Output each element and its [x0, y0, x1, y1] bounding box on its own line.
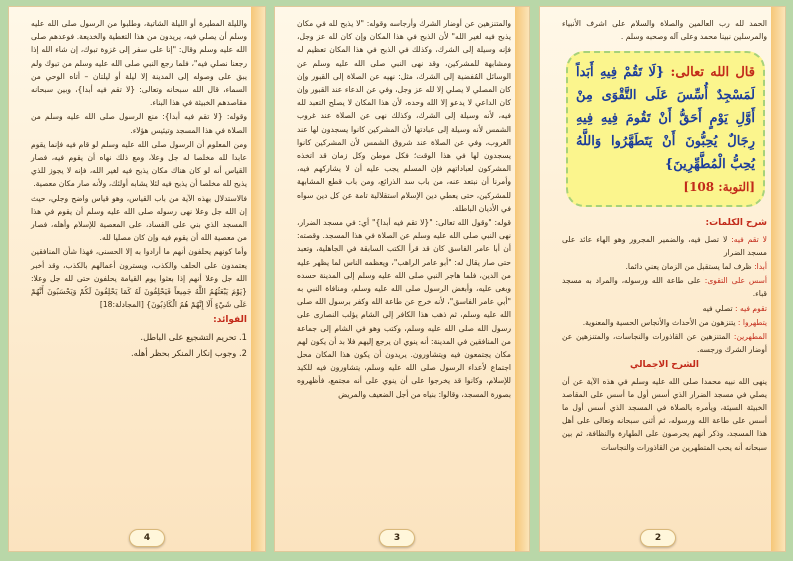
- summary-heading: الشرح الاجمالي: [629, 360, 699, 371]
- summary-text: ينهى الله نبيه محمدا صلى الله عليه وسلم في هذه الآية عن أن يصلي في مسجد الضرار الذي أسس أول ما أسس على المقاصد الخبيثة السيئة، ويأمره بالصلاة في المسجد الذي أسس أول ما أسس على طاعة الله ورسوله، ثم أثنى سبحانه وتعالى على أهل هذا المسجد، وذكر أنهم يحرصون على الطهارة والنظافة، ثم بين سبحانه أنه يحب المتطهرين من القاذورات والنجاسات: [562, 376, 767, 452]
- vocabulary-term: يتطهروا :: [737, 317, 767, 327]
- paragraph: والمتنزهين عن أوضار الشرك وأرجاسه وقوله: "لا يذبح لله في مكان يذبح فيه لغير الله" لأن الذبح في هذا المكان وإن كان لله عز وجل، فإنه وسيلة إلى الشرك، وكذلك في الذبح في هذا المكان تعظيم له ومشابهة للمشركين، وقد نهى النبي صلى الله عليه وسلم عن الوسائل المُفضية إلى الشرك، مثل: نهيه عن الصلاة إلى القبور وإن كان المصلي لا يصلي إلا لله عز وجل، وفي عن الدعاء عند القبور وإن كان الداعي لا يدعو إلا الله وحده، لأن هذا المكان لا يصلح التعبد لله فيه، لأنه وسيلة إلى الشرك، وكذلك نهى عن الصلاة عند غروب الشمس لأنه وسيلة إلى عبادتها لأن المشركين كانوا يسجدون لها عند الغروب، وفي عن الصلاة عند شروق الشمس لأن المشركين كانوا يسجدون لها في هذا الوقت؛ فكل موطن وكل زمان قد اتخذه المشركون لعباداتهم فإن المسلم يجب عليه أن لا يشاركهم فيه، وأمرنا أن نبتعد عنه، من باب سد الذرائع، ومن باب قطع المشابهة للمشركين، حتى يعطي دين الإسلام استقلالية تامة عن كل دين سواه في الأديان الباطلة.: [297, 19, 511, 213]
- vocabulary-definition: لا تصل فيه، والضمير المجرور وهو الهاء عائد على مسجد الضرار: [562, 234, 767, 257]
- verse-reference: [التوبة: 108]: [683, 180, 755, 195]
- vocabulary-definition: تصلي فيه: [702, 303, 736, 313]
- page-4: [8, 6, 266, 552]
- intro-text: الحمد لله رب العالمين والصلاة والسلام على اشرف الأنبياء والمرسلين نبينا محمد وعلى آله وصحبه وسلم .: [562, 19, 767, 42]
- paragraph: والليلة المطيرة أو الليلة الشاتية، وطلبوا من الرسول صلى الله عليه وسلم أن يصلي فيه، يريدون من هذا التغطية والخديعة. فوعدهم صلى الله عليه وسلم وقال: "إنا على سفر إلى غزوة تبوك، إن شاء الله إذا رجعنا نصلي فيه"، فلما رجع النبي صلى الله عليه وسلم من تبوك ولم يبق على وصوله إلى المدينة إلا ليلة أو ليلتان – أتاه الوحي من السماء، قال الله سبحانه وتعالى: {لا تقم فيه أبدا}، وبين سبحانه مقاصدهم الخبيثة في هذا البناء.: [31, 19, 247, 108]
- vocabulary-heading: شرح الكلمات:: [705, 218, 767, 229]
- vocabulary-term: أسس على التقوى:: [704, 276, 767, 286]
- paragraph: وأما كونهم يحلفون أنهم ما أرادوا به إلا الحسنى، فهذا شأن المنافقين يعتمدون على الحلف والكذب، ويسترون أعمالهم بالكذب، وقد أخبر الله جل وعلا أنهم إذا بعثوا يوم القيامة يحلفون حتى لله جل وعلا: {يَوْمَ يَبْعَثُهُمُ اللَّهُ جَمِيعاً فَيَحْلِفُونَ لَهُ كَمَا يَحْلِفُونَ لَكُمْ وَيَحْسَبُونَ أَنَّهُمْ عَلَى شَيْءٍ أَلَا إِنَّهُمْ هُمُ الْكَاذِبُونَ} [المجادلة:18]: [31, 247, 247, 310]
- page-number: 4: [129, 529, 165, 547]
- vocabulary-definition: على طاعة الله ورسوله، والمراد به مسجد قباء.: [562, 276, 767, 299]
- page-4-content: [9, 7, 265, 361]
- vocabulary-item: [562, 233, 767, 259]
- verse-text: {لَا تَقُمْ فِيهِ أَبَداً لَمَسْجِدٌ أُسِّسَ عَلَى التَّقْوَى مِنْ أَوَّلِ يَوْمٍ أَحَقُّ أَنْ تَقُومَ فِيهِ فِيهِ رِجَالٌ يُحِبُّونَ أَنْ يَتَطَهَّرُوا وَاللَّهُ يُحِبُّ الْمُطَّهِّرِينَ}: [576, 65, 755, 173]
- paragraph: وقوله: {لا تقم فيه أبدا}: منع الرسول صلى الله عليه وسلم من الصلاة في هذا المسجد وتيئيس هؤلاء.: [31, 112, 247, 135]
- verse-box: [566, 51, 765, 207]
- benefit-item: 1. تحريم التشجيع على الباطل.: [140, 331, 247, 342]
- vocabulary-term: المطهرين:: [733, 332, 767, 342]
- benefit-item: 2. وجوب إنكار المنكر بحظر أهله.: [130, 347, 247, 358]
- benefits-heading: الفوائد:: [213, 315, 247, 326]
- page-2-content: [540, 7, 785, 454]
- vocabulary-item: [562, 302, 767, 315]
- page-number: 2: [640, 529, 676, 547]
- benefits-list: [31, 330, 247, 361]
- vocabulary-item: [562, 330, 767, 356]
- vocabulary-definition: يتنزهون من الأحداث والأنجاس الحسية والمعنوية.: [582, 317, 738, 327]
- vocabulary-list: [562, 233, 767, 357]
- page-3: [274, 6, 530, 552]
- vocabulary-term: أبدا:: [754, 262, 767, 272]
- vocabulary-item: [562, 274, 767, 300]
- paragraph: قوله: "وقول الله تعالى: "{لا تقم فيه أبدا}" أي: في مسجد الضرار، نهى النبي صلى الله عليه وسلم عن الصلاة في هذا المسجد. وقصته: أن أبا عامر الفاسق كان قد قرأ الكتب السابقة في الجاهلية، وتعبد حتى صار يقال له: "أبو عامر الراهب"، ويعظمه الناس لما يظهر عليه من الدين، فلما هاجر النبي صلى الله عليه وسلم إلى المدينة حسده وبغى عليه، وأبغض الرسول صلى الله عليه وسلم، ومنافاة النبي به "أبي عامر الفاسق"، لأنه خرج عن طاعة الله وكفر برسول الله صلى الله عليه وسلم، ثم ذهب هذا الكافر إلى الشام يؤلب النصارى على رسول الله صلى الله عليه وسلم، وكتب وهو في الشام إلى جماعة من المنافقين في المدينة: أنه ينوي ان يرجع إليهم فلا بد أن يكون لهم مكان يجتمعون فيه ويتشاورون. يريدون أن يكون هذا المكان محل اجتماع لأعداء الرسول صلى الله عليه وسلم، يتشاورون فيه للكيد للإسلام، وكانوا قد يخرجوا على أن ينوي على أنه مجتمع، فأظهروه بصورة المسجد، وقالوا: بنياه من أجل الضعيف والمريض: [297, 218, 511, 399]
- vocabulary-term: تقوم فيه :: [735, 303, 767, 313]
- page-number: 3: [379, 529, 415, 547]
- vocabulary-item: [562, 260, 767, 273]
- paragraph: ومن المعلوم أن الرسول صلى الله عليه وسلم لو قام فيه فإنما يقوم عابدا لله مخلصا له جل وعلا، ومع ذلك نهاه أن يقوم فيه، فصار القياس أنه لو كان هناك مكان يذبح فيه لغير الله، فإنه لا يجوز للذي يذبح لله مخلصا أن يذبح فيه لئلا يشابه أولئك، ولأنه صار مكان معصية.: [31, 139, 247, 189]
- vocabulary-term: لا تقم فيه:: [731, 234, 767, 244]
- page-2: [539, 6, 786, 552]
- vocabulary-item: [562, 316, 767, 329]
- vocabulary-definition: المتنزهين عن القاذورات والنجاسات، والمتنزهين عن أوضار الشرك ورجسه.: [562, 332, 767, 355]
- vocabulary-definition: ظرف لما يستقبل من الزمان يعني دائما.: [625, 262, 755, 272]
- verse-intro: قال الله تعالى:: [670, 65, 755, 81]
- page-3-content: [275, 7, 529, 401]
- paragraph: فالاستدلال بهذه الآية من باب القياس، وهو قياس واضح وجلي، حيث إن الله جل وعلا نهى رسوله صلى الله عليه وسلم أن يقوم في هذا المسجد الذي بني على الفساد، على المعصية للإسلام وأهله، فصار من معصية الله أن يقوم فيه وإن كان مصليا لله.: [31, 193, 247, 243]
